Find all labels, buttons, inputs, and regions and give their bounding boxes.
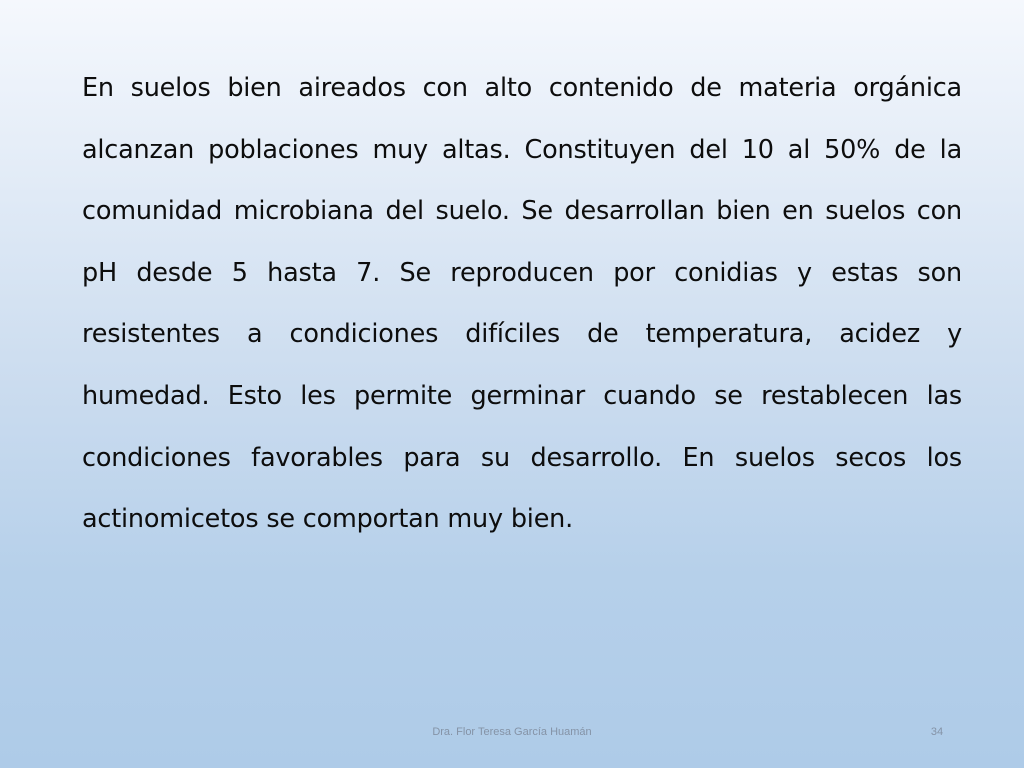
slide-body-text: En suelos bien aireados con alto contenido de materia orgánica alcanzan poblaciones muy altas. Constituyen del 10 al 50% de la comunidad microbiana del suelo. Se desarrollan bien en suelos con pH desde 5 hasta 7. Se reproducen por conidias y estas son resistentes a condiciones difíciles de temperatura, acidez y humedad. Esto les permite germinar cuando se restablecen las condiciones favorables para su desarrollo. En suelos secos los actinomicetos se comportan muy bien.	[82, 73, 962, 535]
page-number: 34	[930, 726, 944, 738]
footer-author: Dra. Flor Teresa García Huamán	[432, 726, 592, 738]
